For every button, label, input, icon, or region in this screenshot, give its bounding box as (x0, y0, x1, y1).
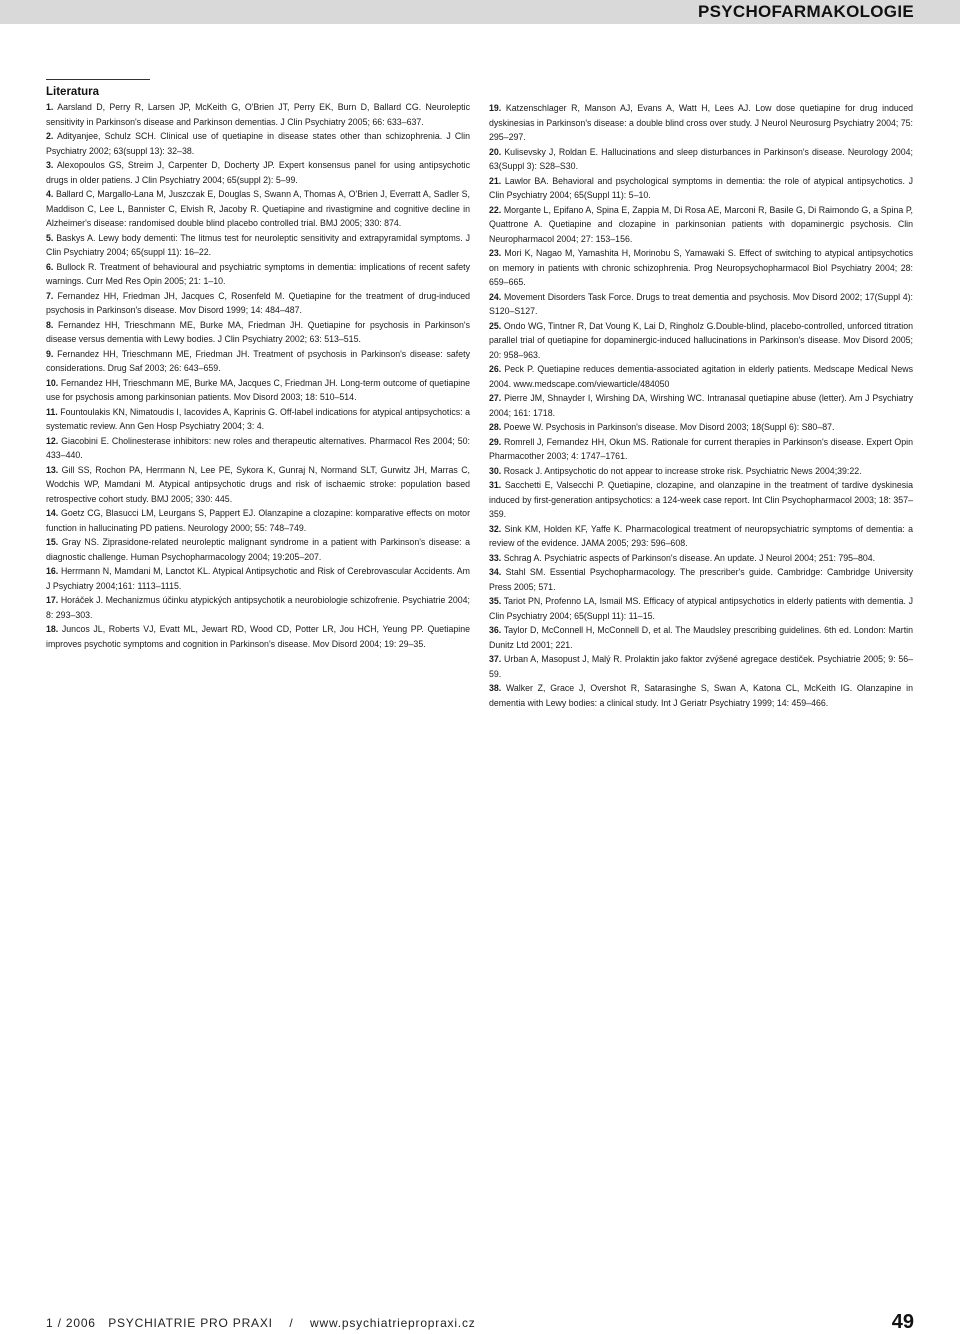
reference-number: 17. (46, 595, 59, 605)
reference-number: 6. (46, 261, 54, 272)
reference-number: 19. (489, 103, 502, 113)
reference-text: Horáček J. Mechanizmus účinku atypických antipsychotik a neurobiologie schizofrenie. Psychiatrie 2004; 8: 293–303. (46, 595, 470, 620)
reference-number: 7. (46, 290, 54, 301)
reference-text: Kulisevsky J, Roldan E. Hallucinations and sleep disturbances in Parkinson's disease. Neurology 2004; 63(Suppl 3): S28–S30. (489, 146, 913, 171)
reference-number: 22. (489, 204, 502, 215)
reference-text: Schrag A. Psychiatric aspects of Parkinson's disease. An update. J Neurol 2004; 251: 795–804. (503, 552, 876, 563)
page-number: 49 (891, 1311, 914, 1333)
reference-item (489, 420, 913, 435)
reference-number: 9. (46, 348, 54, 359)
reference-text: Taylor D, McConnell H, McConnell D, et al. The Maudsley prescribing guidelines. 6th ed. London: Martin Dunitz Ltd 2001; 221. (489, 625, 913, 650)
reference-text: Giacobini E. Cholinesterase inhibitors: new roles and therapeutic alternatives. Pharmacol Res 2004; 50: 433–440. (46, 435, 470, 460)
reference-text: Lawlor BA. Behavioral and psychological symptoms in dementia: the role of atypical antipsychotics. J Clin Psychiatry 2004; 65(Suppl 11): 5–10. (489, 175, 913, 200)
reference-number: 31. (489, 480, 502, 490)
reference-item (489, 145, 913, 174)
reference-item (46, 564, 470, 593)
reference-text: Urban A, Masopust J, Malý R. Prolaktin jako faktor zvýšené agregace destiček. Psychiatrie 2005; 9: 56–59. (489, 654, 913, 679)
reference-item (46, 593, 470, 622)
reference-text: Movement Disorders Task Force. Drugs to treat dementia and psychosis. Mov Disord 2002; 17(Suppl 4): S120–S127. (489, 291, 914, 316)
reference-number: 27. (489, 393, 502, 403)
reference-text: Morgante L, Epifano A, Spina E, Zappia M, Di Rosa AE, Marconi R, Basile G, Di Raimondo G, a Spina P, Quattrone A. Quetiapine and clozapine in parkinsonian patients with dopaminergic psychosis. Clin Neuropharmacol 2004; 27: 153–156. (489, 204, 913, 244)
references-right-column (489, 101, 913, 710)
reference-item (489, 551, 913, 566)
reference-item (489, 246, 913, 290)
footer-info (46, 1316, 476, 1330)
reference-text: Gray NS. Ziprasidone-related neuroleptic malignant syndrome in a patient with Parkinson's disease: a diagnostic challenge. Human Psychopharmacology 2004; 19:205–207. (46, 537, 470, 562)
reference-item (489, 101, 913, 145)
reference-item (489, 565, 913, 594)
reference-text: Fernandez HH, Trieschmann ME, Friedman JH. Treatment of psychosis in Parkinson's disease: safety considerations. Drug Saf 2003; 26: 643–659. (46, 348, 470, 373)
reference-text: Fernandez HH, Trieschmann ME, Burke MA, Jacques C, Friedman JH. Long-term outcome of quetiapine use for psychosis among parkinsonian patients. Mov Disord 2003; 18: 510–514. (46, 377, 470, 402)
reference-number: 33. (489, 552, 502, 563)
reference-item (46, 535, 470, 564)
reference-item (46, 260, 470, 289)
reference-text: Pierre JM, Shnayder I, Wirshing DA, Wirshing WC. Intranasal quetiapine abuse (letter). Am J Psychiatry 2004; 161: 1718. (489, 393, 913, 418)
reference-item (46, 231, 470, 260)
reference-number: 32. (489, 523, 502, 534)
reference-number: 29. (489, 436, 502, 447)
reference-item (46, 405, 470, 434)
reference-text: Poewe W. Psychosis in Parkinson's disease. Mov Disord 2003; 18(Suppl 6): S80–87. (503, 422, 835, 432)
reference-number: 21. (489, 175, 502, 186)
reference-number: 26. (489, 364, 502, 374)
reference-item (46, 622, 470, 651)
reference-text: Stahl SM. Essential Psychopharmacology. The prescriber's guide. Cambridge: Cambridge University Press 2005; 571. (489, 567, 913, 592)
reference-number: 30. (489, 465, 502, 476)
reference-text: Tariot PN, Profenno LA, Ismail MS. Efficacy of atypical antipsychotics in elderly patients with dementia. J Clin Psychiatry 2004; 65(Suppl 11): 11–15. (489, 596, 913, 621)
references-left-column (46, 100, 470, 651)
reference-number: 37. (489, 654, 502, 664)
reference-item (489, 174, 913, 203)
heading-rule (46, 79, 150, 80)
reference-text: Walker Z, Grace J, Overshot R, Satarasinghe S, Swan A, Katona CL, McKeith IG. Olanzapine in dementia with Lewy bodies: a clinical study. Int J Geriatr Psychiatry 1999; 14: 459–466. (489, 683, 913, 708)
reference-number: 38. (489, 683, 502, 693)
footer-issue: 1 / 2006 (46, 1316, 96, 1330)
reference-item (46, 506, 470, 535)
reference-text: Goetz CG, Blasucci LM, Leurgans S, Pappert EJ. Olanzapine a clozapine: komparative effects on motor function in hallucinating PD patiens. Neurology 2000; 55: 748–749. (46, 508, 470, 533)
reference-text: Sacchetti E, Valsecchi P. Quetiapine, clozapine, and olanzapine in the treatment of tardive dyskinesia induced by first-generation antipsychotics: a 124-week case report. Int Clin Psychopharmacol 2003; 18: 357–359. (489, 480, 913, 519)
reference-number: 5. (46, 232, 54, 243)
reference-number: 15. (46, 537, 59, 547)
reference-item (489, 623, 913, 652)
reference-item (46, 434, 470, 463)
footer-journal: PSYCHIATRIE PRO PRAXI (108, 1316, 273, 1330)
reference-text: Herrmann N, Mamdani M, Lanctot KL. Atypical Antipsychotic and Risk of Cerebrovascular Accidents. Am J Psychiatry 2004;161: 1113–1115. (46, 566, 470, 591)
reference-item (46, 463, 470, 507)
reference-item (46, 100, 470, 129)
reference-number: 8. (46, 319, 54, 330)
reference-number: 2. (46, 131, 54, 141)
reference-number: 16. (46, 566, 59, 576)
reference-text: Fernandez HH, Friedman JH, Jacques C, Rosenfeld M. Quetiapine for the treatment of drug-induced psychosis in Parkinson's disease. Mov Disord 1999; 14: 484–487. (46, 290, 470, 315)
reference-item (489, 478, 913, 522)
reference-item (489, 522, 913, 551)
reference-number: 34. (489, 567, 502, 577)
reference-text: Ondo WG, Tintner R, Dat Voung K, Lai D, Ringholz G.Double-blind, placebo-controlled, unforced titration parallel trial of quetiapine for dopaminergic-induced hallucinations in Parkinson's disease. Mov Disord 2005; 20: 958–963. (489, 320, 913, 360)
reference-item (489, 391, 913, 420)
reference-text: Gill SS, Rochon PA, Herrmann N, Lee PE, Sykora K, Gunraj N, Normand SLT, Gurwitz JH, Marras C, Wodchis WP, Mamdani M. Atypical antipsychotic drugs and risk of ischaemic stroke: population based retrospective cohort study. BMJ 2005; 330: 445. (46, 464, 470, 504)
reference-number: 24. (489, 291, 502, 302)
references-heading: Literatura (46, 86, 100, 98)
section-title: PSYCHOFARMAKOLOGIE (697, 2, 914, 21)
reference-number: 12. (46, 435, 59, 446)
reference-item (489, 652, 913, 681)
reference-number: 4. (46, 189, 54, 199)
reference-text: Katzenschlager R, Manson AJ, Evans A, Watt H, Lees AJ. Low dose quetiapine for drug induced dyskinesias in Parkinson's disease: a double blind cross over study. J Neurol Neurosurg Psychiatry 2004; 75: 295–297. (489, 103, 913, 142)
reference-item (46, 318, 470, 347)
reference-number: 10. (46, 377, 59, 388)
reference-text: Romrell J, Fernandez HH, Okun MS. Rationale for current therapies in Parkinson's disease. Expert Opin Pharmacother 2003; 4: 1747–1761. (489, 436, 913, 461)
reference-text: Bullock R. Treatment of behavioural and psychiatric symptoms in dementia: implications of recent safety warnings. Curr Med Res Opin 2005; 21: 1–10. (46, 261, 470, 286)
footer-separator: / (289, 1316, 294, 1330)
reference-text: Rosack J. Antipsychotic do not appear to increase stroke risk. Psychiatric News 2004;39:22. (503, 465, 862, 476)
reference-text: Baskys A. Lewy body dementi: The litmus test for neuroleptic sensitivity and extrapyramidal symptoms. J Clin Psychiatry 2004; 65(suppl 11): 16–22. (46, 232, 470, 257)
reference-text: Fernandez HH, Trieschmann ME, Burke MA, Friedman JH. Quetiapine for psychosis in Parkinson's disease versus dementia with Lewy bodies. J Clin Psychiatry 2002; 63: 513–515. (46, 319, 471, 344)
reference-text: Adityanjee, Schulz SCH. Clinical use of quetiapine in disease states other than schizophrenia. J Clin Psychiatry 2002; 63(suppl 13): 32–38. (46, 131, 470, 156)
reference-item (46, 347, 470, 376)
footer-website-link[interactable]: www.psychiatriepropraxi.cz (310, 1316, 476, 1330)
reference-item (489, 290, 913, 319)
reference-number: 3. (46, 160, 54, 170)
reference-text: Sink KM, Holden KF, Yaffe K. Pharmacological treatment of neuropsychiatric symptoms of dementia: a review of the evidence. JAMA 2005; 293: 596–608. (489, 523, 913, 548)
reference-item (489, 435, 913, 464)
reference-item (46, 376, 470, 405)
reference-text: Peck P. Quetiapine reduces dementia-associated agitation in elderly patients. Medscape Medical News 2004. www.medscape.com/viewarticle/484050 (489, 364, 913, 389)
reference-number: 25. (489, 320, 502, 331)
reference-item (489, 203, 913, 247)
reference-text: Mori K, Nagao M, Yamashita H, Morinobu S, Yamawaki S. Effect of switching to atypical antipsychotics on memory in patients with chronic schizophrenia. Prog Neuropsychopharmacol Biol Psychiatry 2004; 28: 659–665. (489, 248, 913, 287)
reference-item (489, 362, 913, 391)
reference-item (489, 464, 913, 479)
reference-text: Fountoulakis KN, Nimatoudis I, Iacovides A, Kaprinis G. Off-label indications for atypical antipsychotics: a systematic review. Ann Gen Hosp Psychiatry 2004; 3: 4. (46, 406, 470, 431)
reference-number: 13. (46, 464, 59, 475)
reference-item (46, 129, 470, 158)
reference-text: Ballard C, Margallo-Lana M, Juszczak E, Douglas S, Swann A, Thomas A, O'Brien J, Everratt A, Sadler S, Maddison C, Lee L, Bannister C, Elvish R, Jacoby R. Quetiapine and rivastigmine and cognitive decline in Alzheimer's disease: randomised double blind placebo controlled trial. BMJ 2005; 330: 874. (46, 189, 470, 228)
reference-number: 18. (46, 624, 59, 634)
reference-item (489, 594, 913, 623)
reference-number: 23. (489, 248, 502, 258)
reference-item (46, 187, 470, 231)
reference-text: Juncos JL, Roberts VJ, Evatt ML, Jewart RD, Wood CD, Potter LR, Jou HCH, Yeung PP. Quetiapine improves psychotic symptoms and cognition in Parkinson's disease. Mov Disord 2004; 19: 29–35. (46, 624, 471, 649)
reference-number: 14. (46, 508, 59, 518)
reference-number: 35. (489, 596, 502, 606)
reference-number: 28. (489, 422, 502, 432)
reference-number: 20. (489, 146, 502, 157)
reference-text: Aarsland D, Perry R, Larsen JP, McKeith G, O'Brien JT, Perry EK, Burn D, Ballard CG. Neuroleptic sensitivity in Parkinson's disease and Parkinson dementias. J Clin Psychiatry 2005; 66: 633–637. (46, 102, 470, 127)
reference-number: 11. (46, 406, 58, 417)
reference-item (489, 681, 913, 710)
reference-text: Alexopoulos GS, Streim J, Carpenter D, Docherty JP. Expert konsensus panel for using antipsychotic drugs in older patiens. J Clin Psychiatry 2004; 65(suppl 2): 5–99. (46, 160, 470, 185)
reference-item (46, 289, 470, 318)
reference-item (46, 158, 470, 187)
reference-number: 1. (46, 102, 54, 112)
reference-number: 36. (489, 625, 502, 635)
reference-item (489, 319, 913, 363)
